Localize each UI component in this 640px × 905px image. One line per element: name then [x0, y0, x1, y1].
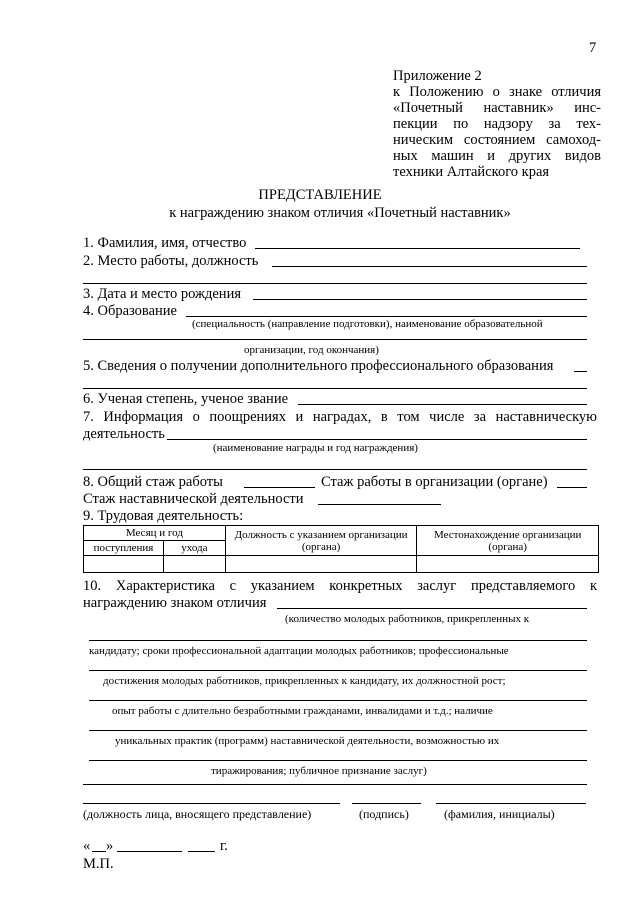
field-label-awards-2: деятельность: [83, 426, 165, 442]
education-hint: (специальность (направление подготовки), наименование образовательной: [192, 318, 543, 330]
document-title: ПРЕДСТАВЛЕНИЕ: [258, 187, 382, 203]
document-subtitle: к награждению знаком отличия «Почетный наставник»: [169, 205, 511, 221]
appendix-line: пекции по надзору за тех-: [393, 116, 601, 132]
field-input-awards[interactable]: [167, 439, 587, 440]
section10-line[interactable]: [89, 760, 587, 761]
section10-hint: уникальных практик (программ) наставнической деятельности, возможностью их: [115, 735, 500, 747]
field-input-workplace-2[interactable]: [83, 283, 587, 284]
signature-position-caption: (должность лица, вносящего представление): [83, 807, 312, 821]
appendix-line: «Почетный наставник» инс-: [393, 100, 601, 116]
signature-name-caption: (фамилия, инициалы): [444, 807, 555, 821]
section10-hint: кандидату; сроки профессиональной адаптации молодых работников; профессиональные: [89, 645, 509, 657]
date-year-suffix: г.: [220, 838, 228, 854]
signature-sign-line[interactable]: [352, 803, 421, 804]
table-cell[interactable]: [163, 556, 225, 573]
section10-line[interactable]: [89, 700, 587, 701]
appendix-line: ническим состоянием самоход-: [393, 132, 601, 148]
th-entry: поступления: [84, 541, 164, 556]
field-input-org-experience[interactable]: [557, 487, 587, 488]
table-cell[interactable]: [225, 556, 417, 573]
appendix-line: к Положению о знаке отличия: [393, 84, 601, 100]
field-input-name[interactable]: [255, 248, 580, 249]
field-input-education-2[interactable]: [83, 339, 587, 340]
field-label-name: 1. Фамилия, имя, отчество: [83, 235, 247, 251]
date-close-quote: »: [106, 838, 114, 854]
th-position: Должность с указанием организации (органа): [225, 526, 417, 556]
field-label-work-history: 9. Трудовая деятельность:: [83, 508, 244, 524]
field-input-extra-education-2[interactable]: [83, 388, 587, 389]
field-label-mentor-experience: Стаж наставнической деятельности: [83, 491, 304, 507]
field-label-total-experience: 8. Общий стаж работы: [83, 474, 223, 490]
field-input-total-experience[interactable]: [244, 487, 315, 488]
field-input-mentor-experience[interactable]: [318, 504, 441, 505]
work-history-table: [83, 525, 599, 573]
field-input-workplace[interactable]: [272, 266, 587, 267]
field-label-org-experience: Стаж работы в организации (органе): [321, 474, 548, 490]
section10-line[interactable]: [89, 640, 587, 641]
section10-hint: опыт работы с длительно безработными гражданами, инвалидами и т.д.; наличие: [112, 705, 493, 717]
section10-line[interactable]: [89, 730, 587, 731]
appendix-line: ных машин и других видов: [393, 148, 601, 164]
section10-title-2: награждению знаком отличия: [83, 595, 267, 611]
field-label-awards: 7. Информация о поощрениях и наградах, в том числе за наставническую: [83, 409, 597, 425]
field-input-awards-2[interactable]: [83, 469, 587, 470]
date-month[interactable]: [117, 851, 182, 852]
signature-name-line[interactable]: [436, 803, 586, 804]
appendix-block: [393, 68, 601, 180]
date-open-quote: «: [83, 838, 91, 854]
table-cell[interactable]: [84, 556, 164, 573]
section10-line[interactable]: [83, 784, 587, 785]
field-label-workplace: 2. Место работы, должность: [83, 253, 259, 269]
field-input-education[interactable]: [186, 316, 587, 317]
field-input-degree[interactable]: [298, 404, 587, 405]
field-label-degree: 6. Ученая степень, ученое звание: [83, 391, 289, 407]
appendix-line: Приложение 2: [393, 68, 482, 84]
section10-hint: достижения молодых работников, прикрепленных к кандидату, их должностной рост;: [103, 675, 506, 687]
education-hint-2: организации, год окончания): [244, 344, 379, 356]
field-label-extra-education: 5. Сведения о получении дополнительного профессионального образования: [83, 358, 554, 374]
table-cell[interactable]: [417, 556, 599, 573]
section10-hint: тиражирования; публичное признание заслуг): [211, 765, 427, 777]
field-label-birth: 3. Дата и место рождения: [83, 286, 241, 302]
section10-line[interactable]: [89, 670, 587, 671]
th-location: Местонахождение организации (органа): [417, 526, 599, 556]
signature-sign-caption: (подпись): [359, 807, 409, 821]
date-year[interactable]: [188, 851, 215, 852]
section10-input[interactable]: [277, 608, 587, 609]
section10-title: 10. Характеристика с указанием конкретных заслуг представляемого к: [83, 578, 597, 594]
field-label-education: 4. Образование: [83, 303, 177, 319]
section10-hint: (количество молодых работников, прикрепленных к: [285, 613, 530, 625]
signature-position-line[interactable]: [83, 803, 340, 804]
appendix-line: техники Алтайского края: [393, 164, 550, 180]
field-input-extra-education[interactable]: [574, 371, 587, 372]
page-number: 7: [589, 40, 597, 56]
date-day[interactable]: [92, 851, 106, 852]
stamp-place: М.П.: [83, 856, 114, 872]
awards-hint: (наименование награды и год награждения): [213, 442, 418, 454]
th-exit: ухода: [163, 541, 225, 556]
th-month-year: Месяц и год: [84, 526, 226, 541]
field-input-birth[interactable]: [253, 299, 587, 300]
